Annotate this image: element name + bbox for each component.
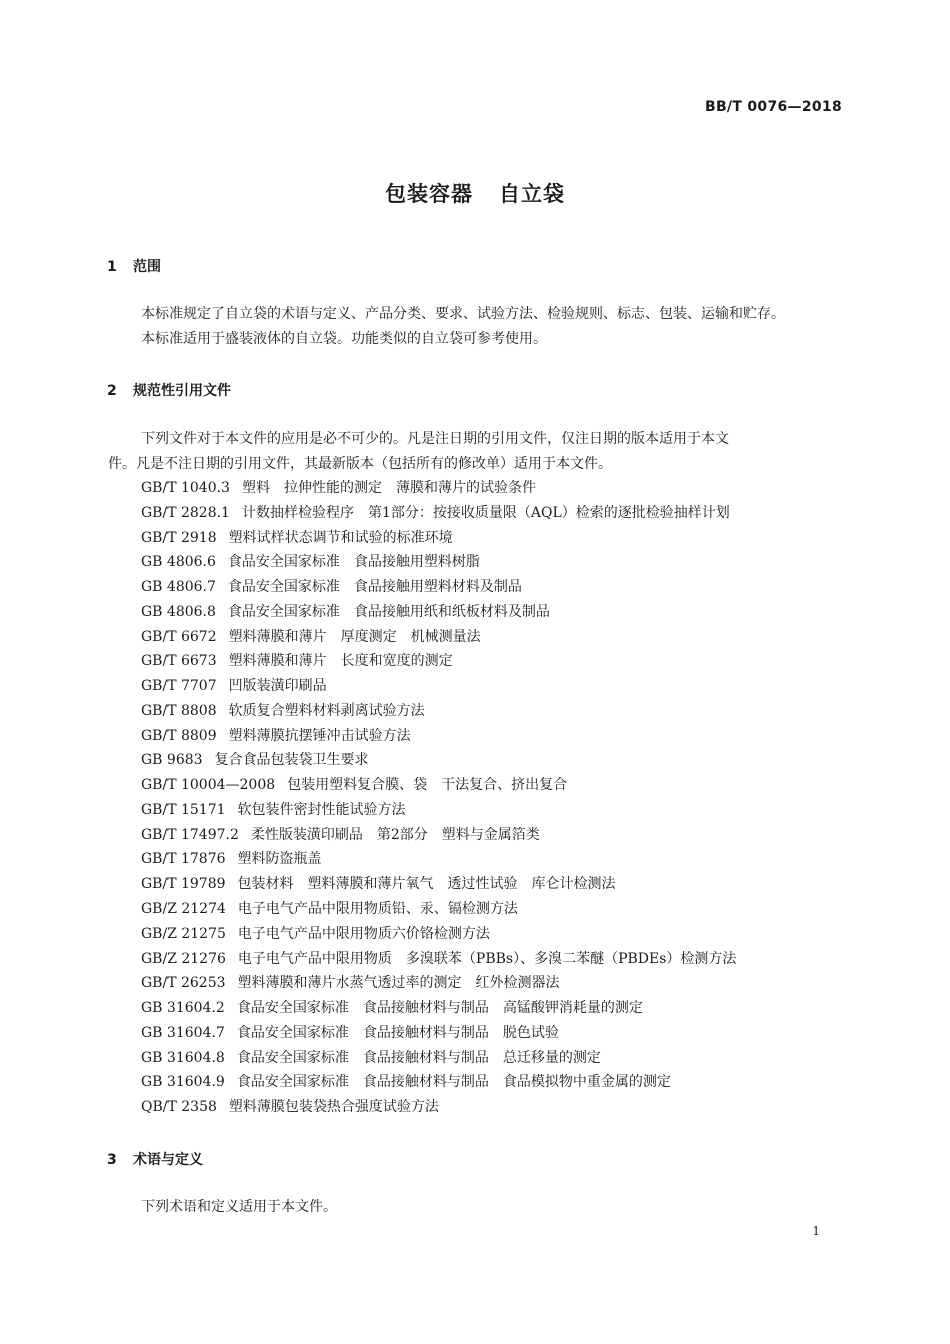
reference-title: 塑料试样状态调节和试验的标准环境	[228, 529, 453, 546]
reference-code: GB 31604.7	[141, 1024, 225, 1041]
title-part2: 自立袋	[499, 182, 565, 206]
scope-line: 本标准规定了自立袋的术语与定义、产品分类、要求、试验方法、检验规则、标志、包装、运输和贮存。	[141, 306, 785, 322]
reference-item	[141, 1021, 736, 1046]
reference-title: 塑料 拉伸性能的测定 薄膜和薄片的试验条件	[241, 480, 536, 496]
reference-item	[141, 674, 736, 699]
reference-title: 塑料防盗瓶盖	[237, 851, 322, 868]
reference-item	[141, 625, 736, 650]
reference-title: 软包装件密封性能试验方法	[237, 801, 406, 818]
normative-intro-line: 件。凡是不注日期的引用文件，其最新版本（包括所有的修改单）适用于本文件。	[108, 456, 612, 472]
normative-intro-line: 下列文件对于本文件的应用是必不可少的。凡是注日期的引用文件，仅注日期的版本适用于本文	[141, 431, 729, 447]
reference-item	[141, 872, 736, 897]
reference-title: 食品安全国家标准 食品接触材料与制品 食品模拟物中重金属的测定	[236, 1074, 671, 1091]
reference-title: 电子电气产品中限用物质 多溴联苯（PBBs）、多溴二苯醚（PBDEs）检测方法	[237, 950, 737, 967]
reference-code: GB 4806.8	[141, 603, 216, 620]
section-heading-scope	[107, 256, 161, 276]
reference-code: GB/T 10004—2008	[141, 777, 276, 794]
reference-item	[141, 724, 736, 749]
reference-code: GB/Z 21275	[141, 925, 226, 942]
reference-title: 计数抽样检验程序 第1部分：按接收质量限（AQL）检索的逐批检验抽样计划	[241, 504, 730, 521]
section-number: 2	[107, 383, 117, 399]
reference-item	[141, 748, 736, 773]
reference-title: 塑料薄膜和薄片水蒸气透过率的测定 红外检测器法	[237, 975, 560, 992]
section-title: 范围	[133, 259, 161, 275]
reference-code: GB/T 6673	[141, 653, 217, 670]
reference-code: GB/Z 21276	[141, 950, 226, 967]
reference-code: GB/T 2828.1	[141, 504, 230, 521]
reference-code: GB 31604.9	[141, 1074, 225, 1091]
reference-code: GB/T 7707	[141, 678, 217, 695]
reference-item	[141, 501, 736, 526]
reference-code: GB/T 8809	[141, 727, 217, 744]
title-part1: 包装容器	[385, 182, 473, 206]
reference-item	[141, 600, 736, 625]
reference-item	[141, 526, 736, 551]
reference-code: GB/T 17497.2	[141, 826, 239, 843]
reference-item	[141, 476, 736, 501]
reference-code: GB/T 2918	[141, 529, 217, 546]
reference-item	[141, 798, 736, 823]
reference-title: 食品安全国家标准 食品接触用塑料树脂	[227, 554, 480, 571]
reference-item	[141, 575, 736, 600]
reference-title: 塑料薄膜抗摆锤冲击试验方法	[228, 727, 411, 744]
reference-item	[141, 550, 736, 575]
reference-title: 柔性版装潢印刷品 第2部分 塑料与金属箔类	[250, 826, 540, 843]
section-number: 3	[107, 1152, 117, 1168]
standard-code: BB/T 0076—2018	[704, 99, 842, 115]
reference-code: GB/T 19789	[141, 876, 226, 893]
reference-code: GB/T 6672	[141, 628, 217, 645]
reference-code: GB/T 17876	[141, 851, 226, 868]
reference-title: 复合食品包装袋卫生要求	[214, 752, 369, 769]
reference-code: GB 31604.8	[141, 1049, 225, 1066]
reference-list	[141, 476, 736, 1120]
normative-intro-paragraph	[108, 427, 844, 477]
reference-item	[141, 922, 736, 947]
reference-item	[141, 1095, 736, 1120]
reference-item	[141, 1070, 736, 1095]
reference-code: GB/T 26253	[141, 975, 226, 992]
document-title	[0, 178, 950, 208]
reference-item	[141, 1046, 736, 1071]
reference-item	[141, 947, 736, 972]
reference-code: GB/T 1040.3	[141, 480, 230, 496]
reference-code: GB 9683	[141, 752, 203, 769]
section-number: 1	[107, 259, 117, 275]
reference-item	[141, 847, 736, 872]
page-number: 1	[812, 1224, 820, 1238]
reference-title: 包装用塑料复合膜、袋 干法复合、挤出复合	[287, 777, 568, 794]
reference-item	[141, 649, 736, 674]
reference-code: GB/Z 21274	[141, 901, 226, 918]
reference-title: 食品安全国家标准 食品接触用纸和纸板材料及制品	[227, 603, 550, 620]
reference-item	[141, 996, 736, 1021]
section-heading-normative-references	[107, 380, 231, 400]
terms-intro-line: 下列术语和定义适用于本文件。	[141, 1199, 337, 1215]
section-title: 规范性引用文件	[133, 383, 231, 399]
reference-code: GB 4806.6	[141, 554, 216, 571]
reference-title: 食品安全国家标准 食品接触材料与制品 脱色试验	[236, 1024, 559, 1041]
section-heading-terms-and-definitions	[107, 1149, 203, 1169]
reference-title: 电子电气产品中限用物质六价铬检测方法	[237, 925, 490, 942]
reference-code: GB/T 8808	[141, 702, 217, 719]
reference-title: 食品安全国家标准 食品接触用塑料材料及制品	[227, 579, 522, 596]
scope-line: 本标准适用于盛装液体的自立袋。功能类似的自立袋可参考使用。	[141, 331, 547, 347]
reference-title: 塑料薄膜包装袋热合强度试验方法	[228, 1099, 439, 1116]
reference-code: GB 31604.2	[141, 1000, 225, 1017]
reference-title: 电子电气产品中限用物质铅、汞、镉检测方法	[237, 901, 518, 918]
reference-title: 塑料薄膜和薄片 厚度测定 机械测量法	[228, 628, 481, 645]
reference-title: 食品安全国家标准 食品接触材料与制品 高锰酸钾消耗量的测定	[236, 1000, 643, 1017]
reference-title: 食品安全国家标准 食品接触材料与制品 总迁移量的测定	[236, 1049, 601, 1066]
reference-item	[141, 699, 736, 724]
terms-intro-paragraph	[108, 1195, 844, 1220]
reference-code: GB/T 15171	[141, 801, 226, 818]
reference-title: 凹版装潢印刷品	[228, 678, 327, 695]
reference-item	[141, 971, 736, 996]
scope-paragraph	[108, 302, 844, 352]
reference-item	[141, 897, 736, 922]
reference-title: 塑料薄膜和薄片 长度和宽度的测定	[228, 653, 453, 670]
reference-title: 软质复合塑料材料剥离试验方法	[228, 702, 425, 719]
reference-code: QB/T 2358	[141, 1099, 217, 1116]
reference-title: 包装材料 塑料薄膜和薄片氧气 透过性试验 库仑计检测法	[237, 876, 616, 893]
reference-item	[141, 823, 736, 848]
reference-code: GB 4806.7	[141, 579, 216, 596]
reference-item	[141, 773, 736, 798]
section-title: 术语与定义	[133, 1152, 203, 1168]
